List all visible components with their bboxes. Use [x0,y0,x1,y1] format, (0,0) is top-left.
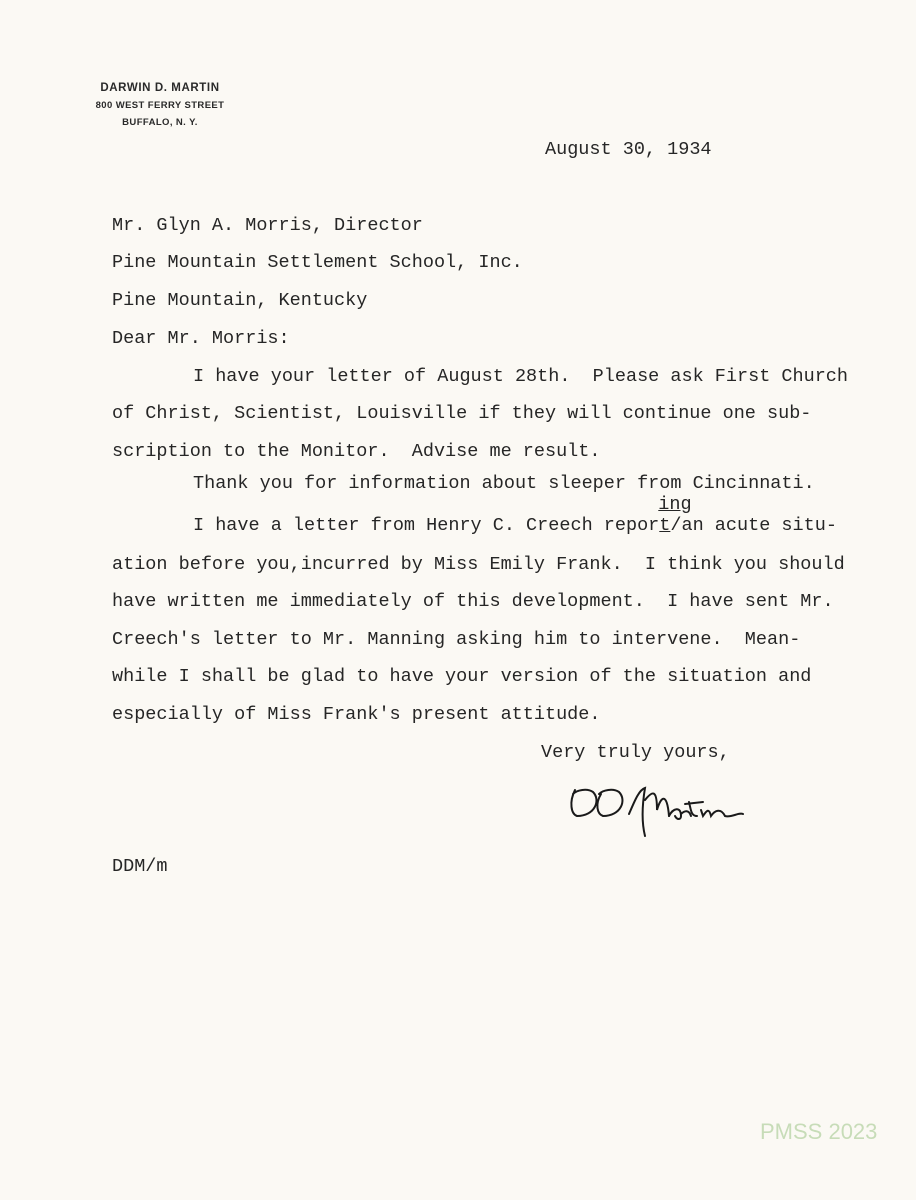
typist-initials: DDM/m [112,856,168,877]
correction-mark [658,494,692,536]
letterhead-name: DARWIN D. MARTIN [100,82,220,94]
body-line: scription to the Monitor. Advise me result. [112,441,601,462]
body-text: I have a letter from Henry C. Creech repor [193,515,660,536]
letterhead-street: 800 WEST FERRY STREET [95,100,225,111]
body-line: have written me immediately of this development. I have sent Mr. [112,591,834,612]
letter-date: August 30, 1934 [545,139,712,160]
body-line: ation before you,incurred by Miss Emily Frank. I think you should [112,554,845,575]
signature [565,780,755,845]
body-text: t [659,515,671,536]
salutation: Dear Mr. Morris: [112,328,290,349]
body-line: Creech's letter to Mr. Manning asking him to intervene. Mean- [112,629,801,650]
recipient-line: Pine Mountain, Kentucky [112,290,368,311]
body-line: while I shall be glad to have your version of the situation and [112,666,812,687]
body-line: Thank you for information about sleeper from Cincinnati. [193,473,815,494]
watermark: PMSS 2023 [760,1119,878,1144]
body-line [193,494,837,536]
recipient-line: Mr. Glyn A. Morris, Director [112,215,423,236]
body-text: /an acute situ- [670,515,837,536]
body-line: of Christ, Scientist, Louisville if they will continue one sub- [112,403,812,424]
body-line: I have your letter of August 28th. Please ask First Church [193,366,849,387]
body-line: especially of Miss Frank's present attitude. [112,704,601,725]
recipient-line: Pine Mountain Settlement School, Inc. [112,252,523,273]
letterhead-city: BUFFALO, N. Y. [122,117,198,128]
handwritten-insert: ing [658,494,692,515]
closing: Very truly yours, [541,742,730,763]
